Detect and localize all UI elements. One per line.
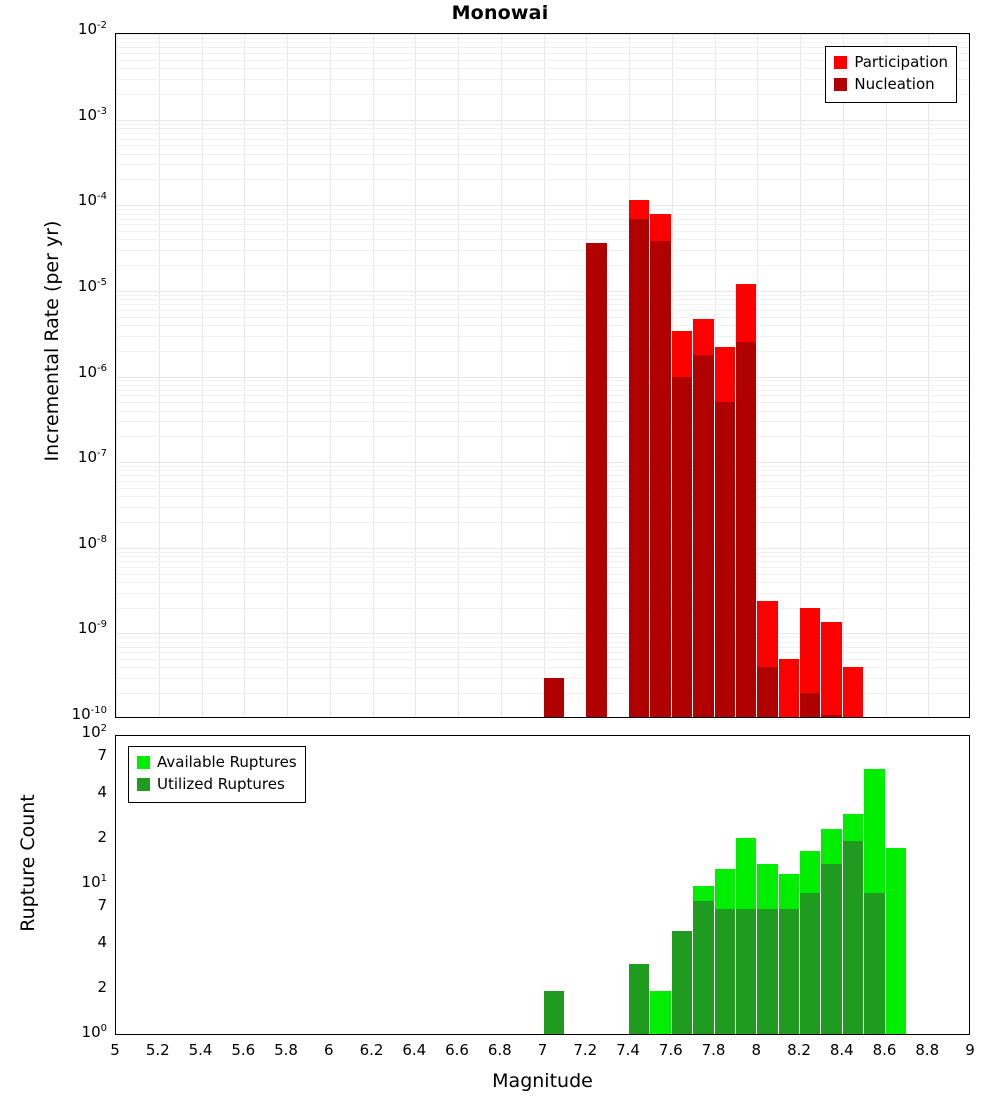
x-tick-label: 5 <box>110 1041 120 1059</box>
bar-utilized-ruptures <box>843 841 863 1035</box>
legend-swatch-available <box>137 756 150 769</box>
y-tick-exponent: -8 <box>97 533 107 545</box>
gridline-horizontal-minor <box>116 336 969 337</box>
x-tick-label: 8.2 <box>787 1041 811 1059</box>
x-tick-label: 6.8 <box>487 1041 512 1059</box>
gridline-horizontal-minor <box>116 224 969 225</box>
legend-item-available-ruptures <box>137 752 297 774</box>
legend-label-nucleation: Nucleation <box>854 74 935 93</box>
y-tick-mantissa: 2 <box>97 827 107 846</box>
legend-item-nucleation <box>834 74 948 96</box>
y-tick-mantissa: 10 <box>81 873 101 891</box>
gridline-horizontal-minor <box>116 304 969 305</box>
x-tick-label: 5.4 <box>188 1041 213 1059</box>
bar-utilized-ruptures <box>821 864 841 1035</box>
bar-utilized-ruptures <box>736 909 756 1035</box>
y-axis-title-bottom: Rupture Count <box>17 794 39 932</box>
bar-nucleation <box>544 678 564 718</box>
gridline-horizontal-minor <box>116 299 969 300</box>
y-tick-mantissa: 10 <box>77 20 98 38</box>
y-tick-exponent: 2 <box>100 723 107 734</box>
gridline-horizontal-minor <box>116 325 969 326</box>
y-tick-label-bottom <box>82 1023 107 1041</box>
gridline-horizontal-minor <box>116 522 969 523</box>
y-tick-exponent: -3 <box>97 105 107 117</box>
bar-nucleation <box>736 342 756 718</box>
x-tick-label: 6.6 <box>445 1041 469 1059</box>
gridline-vertical <box>928 34 929 717</box>
y-tick-mantissa: 10 <box>77 276 98 295</box>
gridline-horizontal-minor <box>116 380 969 381</box>
gridline-vertical <box>886 34 887 717</box>
y-tick-exponent: -5 <box>97 276 107 288</box>
gridline-horizontal <box>116 205 969 206</box>
gridline-horizontal <box>116 548 969 549</box>
y-tick-label-top <box>78 619 107 637</box>
gridline-horizontal <box>116 377 969 378</box>
bar-nucleation <box>586 243 606 718</box>
x-tick-label: 5.8 <box>274 1041 298 1059</box>
gridline-vertical <box>202 34 203 717</box>
y-tick-exponent: -6 <box>97 362 107 374</box>
gridline-horizontal-minor <box>116 38 969 39</box>
bar-utilized-ruptures <box>672 931 692 1035</box>
y-tick-mantissa: 7 <box>97 896 107 915</box>
bar-utilized-ruptures <box>715 909 735 1035</box>
legend-item-participation <box>834 52 948 74</box>
gridline-horizontal-minor <box>116 395 969 396</box>
gridline-horizontal-minor <box>116 411 969 412</box>
y-tick-mantissa: 10 <box>77 105 98 124</box>
gridline-horizontal-minor <box>116 593 969 594</box>
gridline-horizontal-minor <box>116 133 969 134</box>
bar-utilized-ruptures <box>693 901 713 1035</box>
y-tick-mantissa: 4 <box>97 782 107 801</box>
y-tick-mantissa: 10 <box>81 1023 101 1041</box>
incremental-rate-plot <box>115 33 970 718</box>
bar-utilized-ruptures <box>757 909 777 1035</box>
y-tick-exponent: 0 <box>100 1023 107 1034</box>
bar-available-ruptures <box>650 991 670 1035</box>
gridline-horizontal-minor <box>116 481 969 482</box>
bar-participation <box>821 622 841 718</box>
bar-nucleation <box>629 219 649 719</box>
y-tick-exponent: -9 <box>97 619 107 631</box>
y-tick-label-top <box>78 106 107 124</box>
x-tick-label: 8.6 <box>872 1041 897 1059</box>
y-tick-label-bottom <box>97 978 107 996</box>
gridline-horizontal-minor <box>116 209 969 210</box>
gridline-horizontal-minor <box>116 466 969 467</box>
y-tick-label-bottom <box>82 873 107 891</box>
gridline-horizontal-minor <box>116 128 969 129</box>
x-tick-label: 6 <box>323 1041 334 1059</box>
bar-utilized-ruptures <box>864 893 884 1035</box>
gridline-horizontal-minor <box>116 310 969 311</box>
gridline-horizontal-minor <box>116 145 969 146</box>
gridline-horizontal-minor <box>116 567 969 568</box>
gridline-horizontal-minor <box>116 219 969 220</box>
gridline-horizontal-minor <box>116 574 969 575</box>
y-axis-title-top: Incremental Rate (per yr) <box>41 220 63 462</box>
legend-swatch-utilized <box>137 778 150 791</box>
y-tick-mantissa: 10 <box>77 191 98 210</box>
gridline-horizontal-minor <box>116 295 969 296</box>
x-tick-label: 7.4 <box>616 1041 640 1059</box>
x-tick-label: 6.4 <box>402 1041 427 1059</box>
gridline-horizontal-minor <box>116 179 969 180</box>
y-tick-label-top <box>78 363 107 381</box>
y-tick-mantissa: 10 <box>77 362 98 381</box>
y-tick-mantissa: 10 <box>71 705 91 723</box>
bar-nucleation <box>672 377 692 719</box>
gridline-horizontal-minor <box>116 436 969 437</box>
gridline-horizontal-minor <box>116 214 969 215</box>
y-tick-mantissa: 2 <box>97 977 107 996</box>
y-tick-label-top <box>78 191 107 209</box>
y-tick-exponent: -4 <box>97 191 107 203</box>
y-tick-exponent: -7 <box>97 448 107 460</box>
gridline-horizontal-minor <box>116 561 969 562</box>
y-tick-label-bottom <box>82 723 107 741</box>
y-tick-mantissa: 10 <box>77 448 98 467</box>
y-tick-label-bottom <box>97 746 107 764</box>
x-tick-label: 5.2 <box>145 1041 170 1059</box>
gridline-vertical <box>373 34 374 717</box>
x-tick-label: 8.4 <box>829 1041 854 1059</box>
x-tick-label: 5.6 <box>231 1041 256 1059</box>
gridline-horizontal-minor <box>116 317 969 318</box>
gridline-vertical <box>501 34 502 717</box>
gridline-horizontal-minor <box>116 507 969 508</box>
bar-nucleation <box>800 693 820 718</box>
x-tick-label: 7 <box>537 1041 548 1059</box>
bar-utilized-ruptures <box>800 893 820 1035</box>
gridline-horizontal <box>116 120 969 121</box>
y-tick-label-bottom <box>97 933 107 951</box>
bar-nucleation <box>757 667 777 718</box>
bar-available-ruptures <box>886 848 906 1035</box>
legend-top <box>825 46 957 103</box>
y-tick-label-top <box>78 448 107 466</box>
y-tick-label-bottom <box>97 896 107 914</box>
gridline-horizontal-minor <box>116 402 969 403</box>
gridline-vertical <box>287 34 288 717</box>
bar-nucleation <box>693 355 713 718</box>
y-tick-label-bottom <box>97 783 107 801</box>
y-tick-label-bottom <box>97 828 107 846</box>
x-tick-label: 7.8 <box>701 1041 726 1059</box>
gridline-horizontal-minor <box>116 385 969 386</box>
gridline-horizontal-minor <box>116 351 969 352</box>
gridline-horizontal-minor <box>116 552 969 553</box>
y-tick-exponent: -2 <box>97 20 107 31</box>
gridline-horizontal-minor <box>116 608 969 609</box>
y-tick-mantissa: 10 <box>77 619 98 638</box>
legend-label-available: Available Ruptures <box>157 753 297 771</box>
bar-nucleation <box>715 402 735 718</box>
gridline-horizontal-minor <box>116 154 969 155</box>
gridline-vertical <box>159 34 160 717</box>
gridline-horizontal-minor <box>116 421 969 422</box>
gridline-horizontal-minor <box>116 164 969 165</box>
gridline-horizontal <box>116 34 969 35</box>
x-tick-label: 8 <box>751 1041 762 1059</box>
legend-swatch-participation <box>834 56 847 69</box>
page-title: Monowai <box>451 2 549 24</box>
gridline-vertical <box>458 34 459 717</box>
y-tick-exponent: 1 <box>100 873 107 884</box>
x-tick-label: 7.6 <box>658 1041 683 1059</box>
gridline-vertical <box>116 34 117 717</box>
rupture-count-plot <box>115 735 970 1035</box>
bar-nucleation <box>821 715 841 718</box>
y-tick-label-top <box>78 20 107 38</box>
y-tick-mantissa: 4 <box>97 932 107 951</box>
gridline-horizontal-minor <box>116 496 969 497</box>
y-tick-mantissa: 10 <box>77 533 98 552</box>
y-tick-label-top <box>72 705 107 723</box>
legend-label-participation: Participation <box>854 53 948 71</box>
gridline-horizontal-minor <box>116 231 969 232</box>
gridline-horizontal-minor <box>116 265 969 266</box>
y-tick-label-top <box>78 534 107 552</box>
x-axis-title: Magnitude <box>492 1070 593 1092</box>
y-tick-mantissa: 7 <box>97 746 107 765</box>
legend-bottom <box>128 746 306 803</box>
gridline-horizontal-minor <box>116 556 969 557</box>
y-tick-label-top <box>78 277 107 295</box>
legend-label-utilized: Utilized Ruptures <box>157 774 285 793</box>
gridline-horizontal-minor <box>116 250 969 251</box>
bar-participation <box>779 659 799 718</box>
gridline-horizontal <box>116 462 969 463</box>
x-tick-label: 8.8 <box>915 1041 940 1059</box>
bar-utilized-ruptures <box>629 964 649 1035</box>
gridline-horizontal-minor <box>116 390 969 391</box>
gridline-horizontal-minor <box>116 488 969 489</box>
legend-swatch-nucleation <box>834 78 847 91</box>
bar-nucleation <box>650 241 670 718</box>
gridline-vertical <box>544 34 545 717</box>
gridline-horizontal-minor <box>116 239 969 240</box>
gridline-horizontal-minor <box>116 124 969 125</box>
bar-participation <box>843 667 863 718</box>
y-tick-mantissa: 10 <box>81 723 101 741</box>
gridline-vertical <box>244 34 245 717</box>
gridline-horizontal-minor <box>116 582 969 583</box>
gridline-vertical <box>843 34 844 717</box>
x-tick-label: 9 <box>965 1041 975 1059</box>
gridline-horizontal-minor <box>116 475 969 476</box>
gridline-vertical <box>415 34 416 717</box>
gridline-horizontal-minor <box>116 42 969 43</box>
gridline-horizontal-minor <box>116 139 969 140</box>
bar-utilized-ruptures <box>779 909 799 1035</box>
legend-item-utilized-ruptures <box>137 774 297 796</box>
y-tick-exponent: -10 <box>90 705 107 716</box>
gridline-horizontal <box>116 291 969 292</box>
gridline-horizontal-minor <box>116 470 969 471</box>
x-tick-label: 7.2 <box>573 1041 598 1059</box>
x-tick-label: 6.2 <box>359 1041 384 1059</box>
bar-utilized-ruptures <box>544 991 564 1035</box>
gridline-vertical <box>330 34 331 717</box>
